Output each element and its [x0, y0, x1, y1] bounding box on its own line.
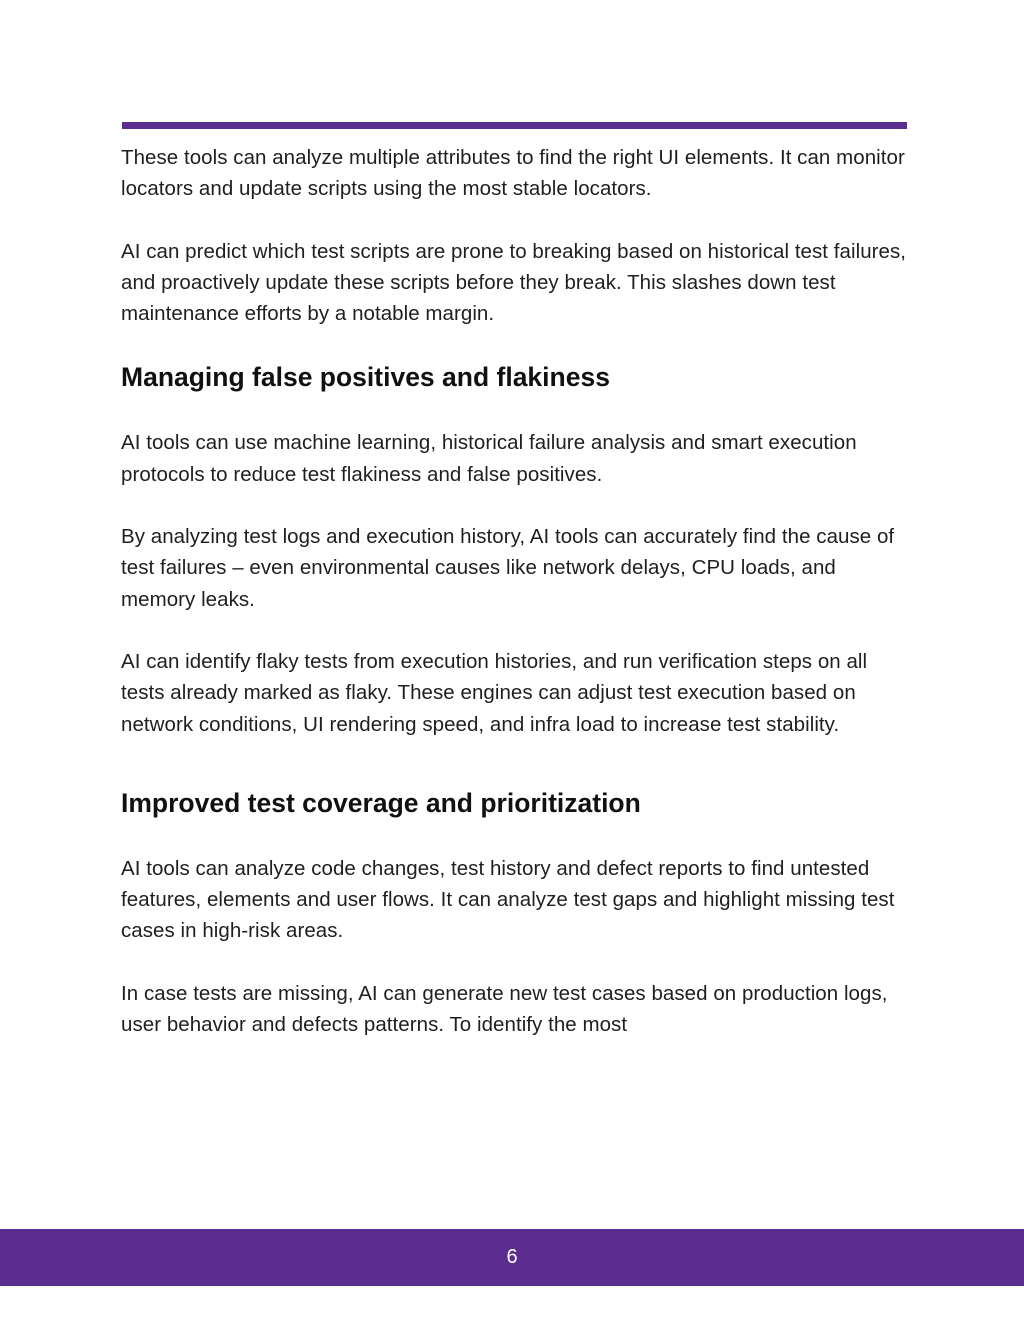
paragraph: AI tools can use machine learning, historical failure analysis and smart execution protocols to reduce test flakiness and false positives.	[121, 431, 857, 486]
footer-bar	[0, 1229, 1024, 1286]
page-number: 6	[506, 1246, 518, 1268]
document-body	[121, 142, 911, 1071]
paragraph: These tools can analyze multiple attributes to find the right UI elements. It can monitor locators and update scripts using the most stable locators.	[121, 146, 905, 201]
top-accent-rule	[122, 122, 907, 129]
paragraph: By analyzing test logs and execution history, AI tools can accurately find the cause of test failures – even environmental causes like network delays, CPU loads, and memory leaks.	[121, 525, 895, 611]
paragraph: AI tools can analyze code changes, test history and defect reports to find untested features, elements and user flows. It can analyze test gaps and highlight missing test cases in high-risk areas.	[121, 856, 895, 943]
section-heading: Improved test coverage and prioritization	[121, 787, 641, 818]
section-heading: Managing false positives and flakiness	[121, 362, 610, 393]
paragraph: AI can identify flaky tests from execution histories, and run verification steps on all tests already marked as flaky. These engines can adjust test execution based on network conditions, UI rendering speed, and infra load to increase test stability.	[121, 649, 868, 736]
paragraph: AI can predict which test scripts are prone to breaking based on historical test failures, and proactively update these scripts before they break. This slashes down test maintenance efforts by a notable margin.	[121, 239, 907, 326]
paragraph: In case tests are missing, AI can generate new test cases based on production logs, user behavior and defects patterns. To identify the most	[121, 981, 888, 1037]
